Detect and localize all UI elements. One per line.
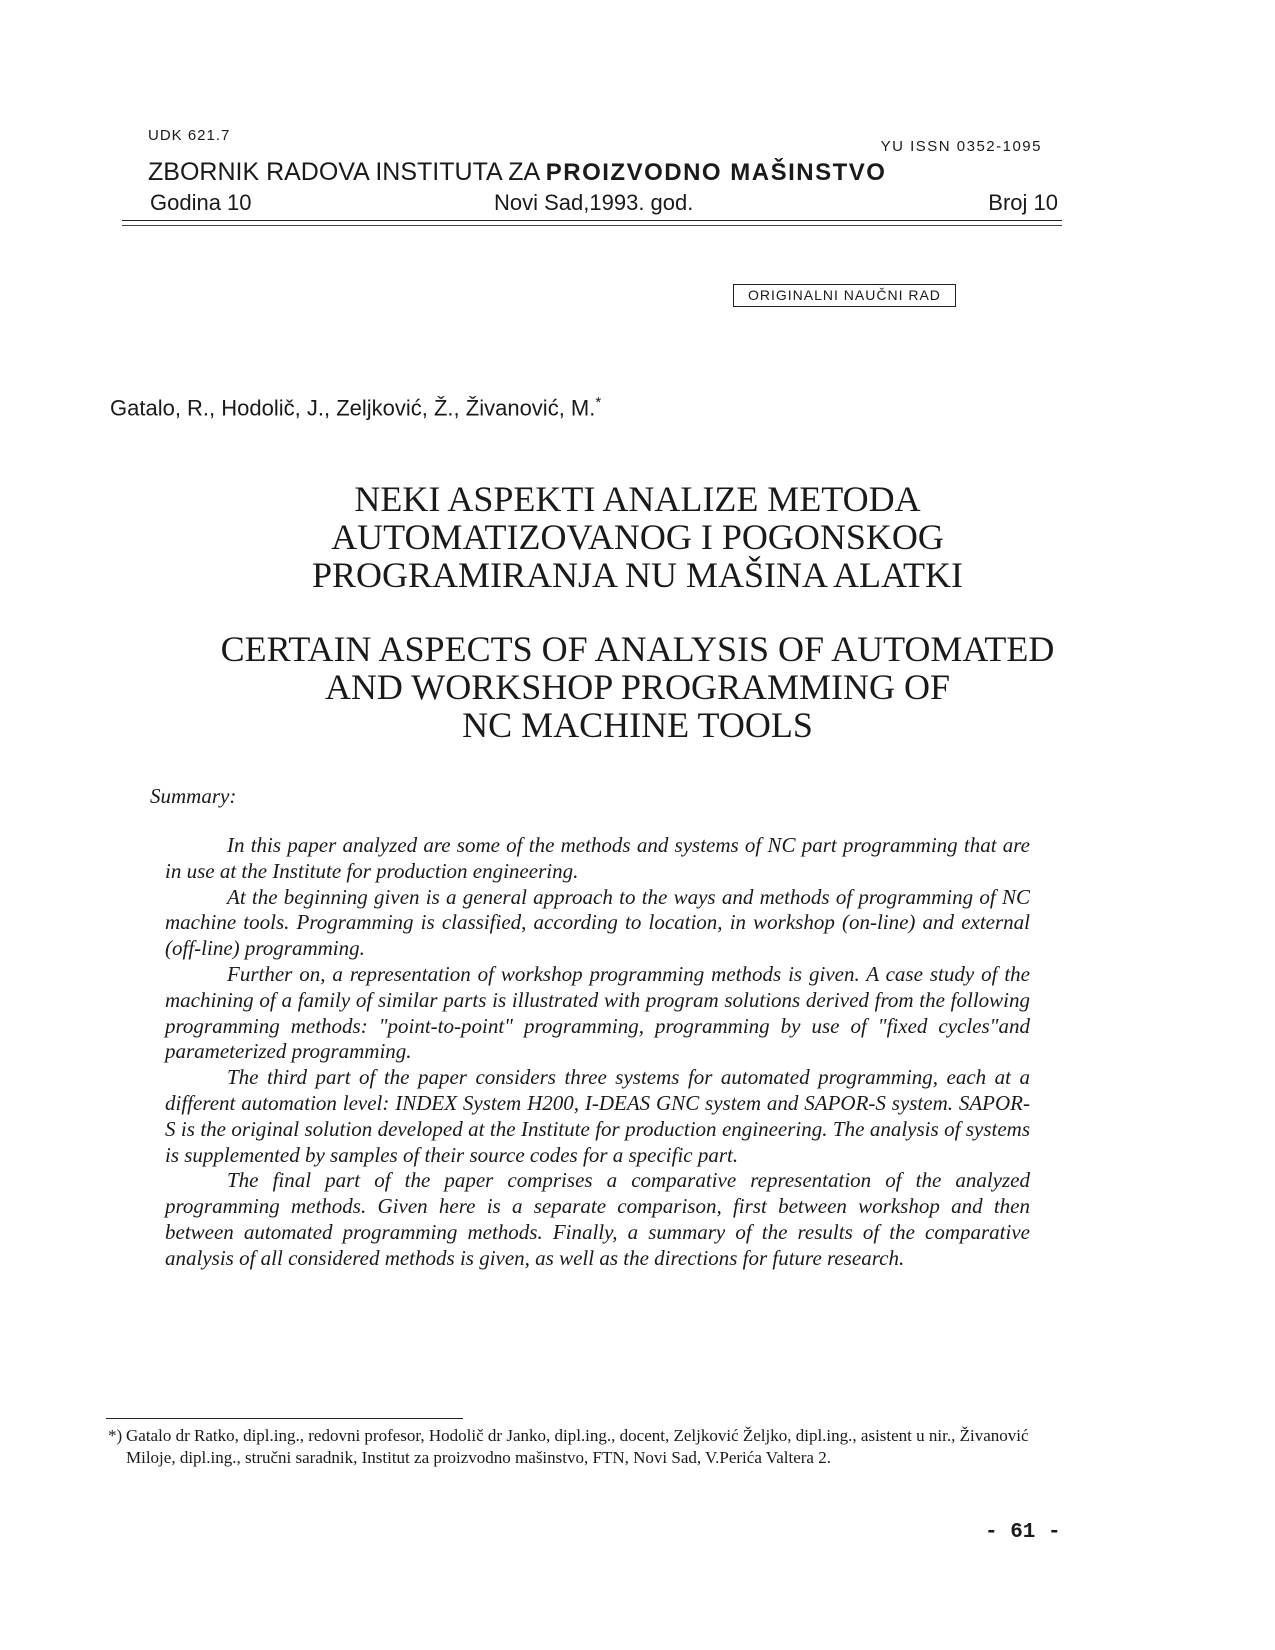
footnote xyxy=(108,1425,1058,1469)
title-english xyxy=(0,630,1275,744)
authors-line xyxy=(110,394,601,421)
header-divider xyxy=(122,225,1062,226)
place-date: Novi Sad,1993. god. xyxy=(494,190,694,215)
abstract xyxy=(165,833,1030,1272)
udk-code: UDK 621.7 xyxy=(148,127,231,144)
page-number: - 61 - xyxy=(985,1521,1061,1544)
journal-title-bold: PROIZVODNO MAŠINSTVO xyxy=(545,159,887,186)
title-serbian-line: AUTOMATIZOVANOG I POGONSKOG xyxy=(331,517,944,557)
title-english-line: AND WORKSHOP PROGRAMMING OF xyxy=(324,667,951,707)
issue-info-row xyxy=(122,190,1062,221)
issue-number: Broj 10 xyxy=(988,190,1058,215)
title-english-line: NC MACHINE TOOLS xyxy=(462,705,813,745)
summary-label: Summary: xyxy=(150,784,237,808)
footnote-divider xyxy=(106,1418,463,1419)
issn-code: YU ISSN 0352-1095 xyxy=(880,138,1042,155)
title-serbian-line: PROGRAMIRANJA NU MAŠINA ALATKI xyxy=(311,555,964,595)
title-english-line: CERTAIN ASPECTS OF ANALYSIS OF AUTOMATED xyxy=(220,629,1055,669)
journal-title xyxy=(148,158,1048,187)
abstract-paragraph: Further on, a representation of workshop programming methods is given. A case study of the machining of a family of similar parts is illustrated with program solutions derived from the following programming methods: "point-to-point" programming, programming by use of "fixed cycles"and parameterized programming. xyxy=(165,961,1030,1064)
authors-names: Gatalo, R., Hodolič, J., Zeljković, Ž., Živanović, M. xyxy=(110,395,596,421)
paper-type-badge: ORIGINALNI NAUČNI RAD xyxy=(733,284,956,307)
abstract-paragraph: The third part of the paper considers three systems for automated programming, each at a different automation level: INDEX System H200, I-DEAS GNC system and SAPOR-S system. SAPOR-S is the original solution developed at the Institute for production engineering. The analysis of systems is supplemented by samples of their source codes for a specific part. xyxy=(165,1065,1030,1167)
abstract-paragraph: The final part of the paper comprises a comparative representation of the analyzed programming methods. Given here is a separate comparison, first between workshop and then between automated programming methods. Finally, a summary of the results of the comparative analysis of all considered methods is given, as well as the directions for future research. xyxy=(165,1168,1030,1270)
authors-footnote-mark: * xyxy=(595,394,602,411)
footnote-text: Gatalo dr Ratko, dipl.ing., redovni profesor, Hodolič dr Janko, dipl.ing., docent, Zeljković Željko, dipl.ing., asistent u nir., Živanović Miloje, dipl.ing., stručni saradnik, Institut za proizvodno mašinstvo, FTN, Novi Sad, V.Perića Valtera 2. xyxy=(126,1426,1029,1467)
abstract-paragraph: At the beginning given is a general approach to the ways and methods of programming of NC machine tools. Programming is classified, according to location, in workshop (on-line) and external (off-line) programming. xyxy=(165,884,1030,961)
title-serbian-line: NEKI ASPEKTI ANALIZE METODA xyxy=(354,479,921,519)
abstract-paragraph: In this paper analyzed are some of the methods and systems of NC part programming that are in use at the Institute for production engineering. xyxy=(165,833,1030,883)
footnote-mark: *) xyxy=(108,1426,123,1445)
journal-title-regular: ZBORNIK RADOVA INSTITUTA ZA xyxy=(148,158,546,186)
volume-year: Godina 10 xyxy=(150,190,252,215)
title-serbian xyxy=(0,480,1275,594)
